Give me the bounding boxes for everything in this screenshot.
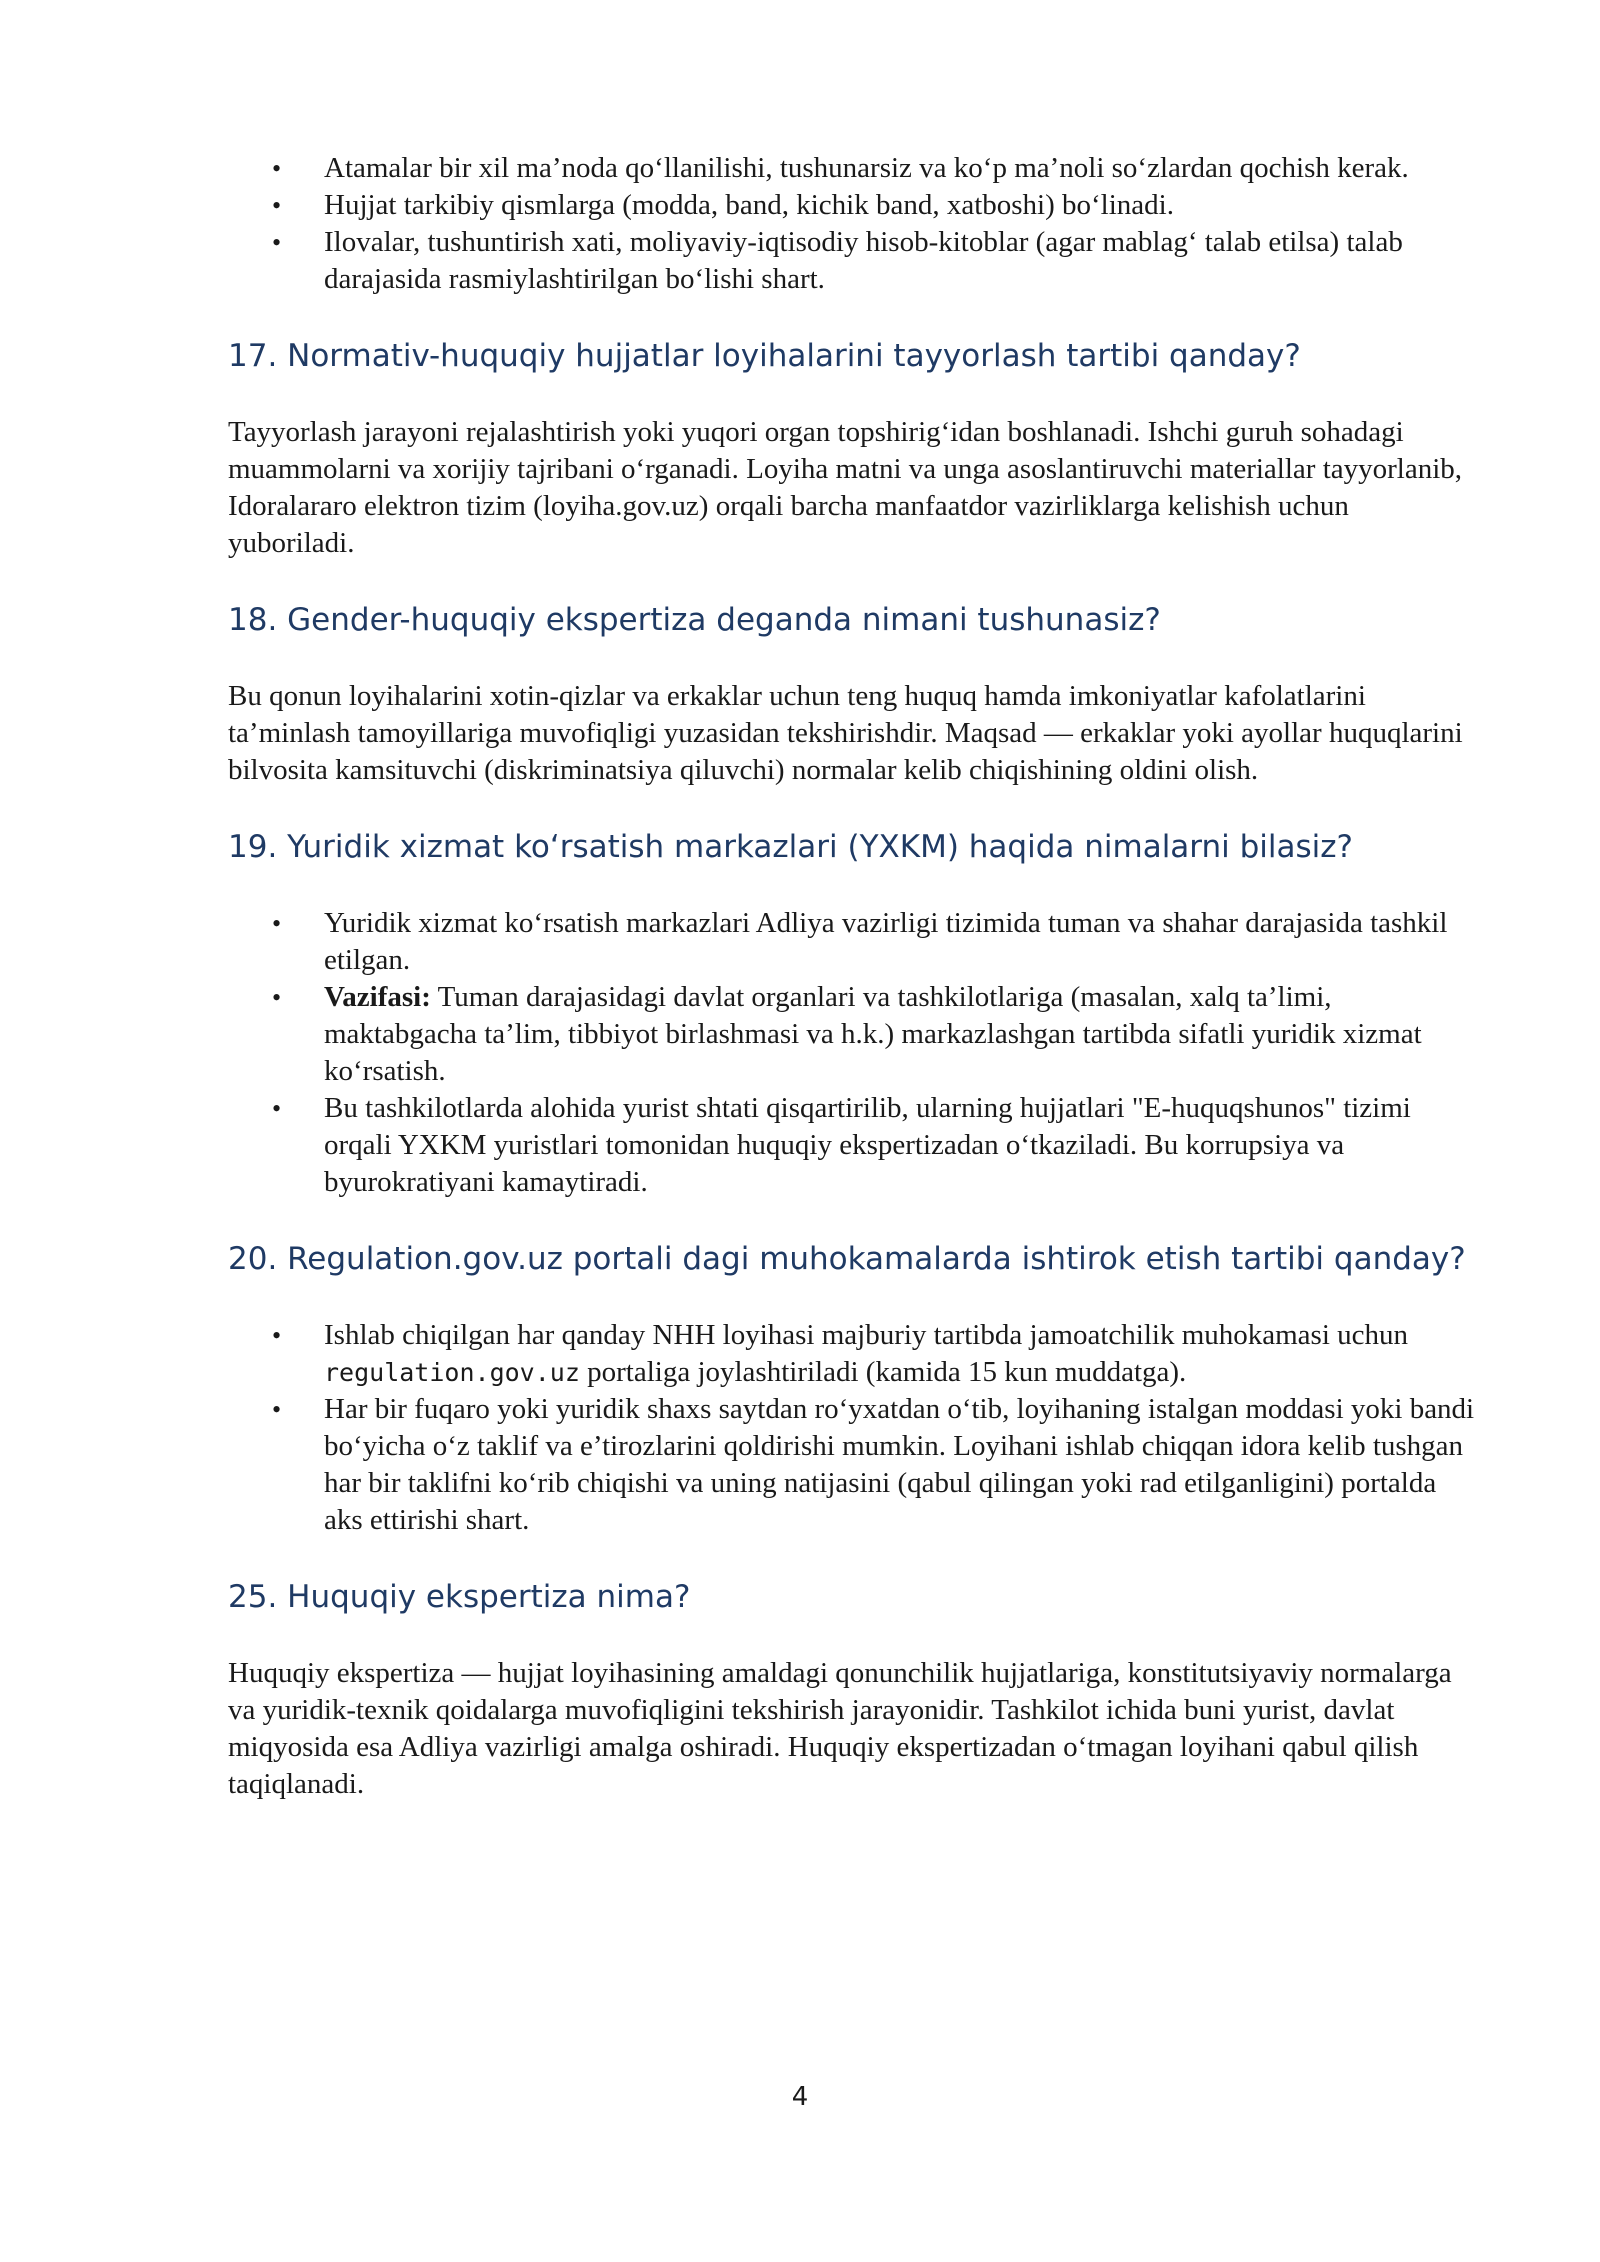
requirements-list	[228, 150, 1478, 298]
page-number: 4	[791, 2082, 809, 2112]
list-item-text: Tuman darajasidagi davlat organlari va tashkilotlariga (masalan, xalq ta’limi, maktabgacha ta’lim, tibbiyot birlashmasi va h.k.) markazlashgan tartibda sifatli yuridik xizmat ko‘rsatish.	[324, 981, 1422, 1087]
yxkm-list	[228, 905, 1478, 1201]
page-content	[228, 150, 1478, 1803]
list-item	[228, 1317, 1478, 1391]
inline-code-url: regulation.gov.uz	[324, 1358, 580, 1387]
list-item: • Ilovalar, tushuntirish xati, moliyaviy-iqtisodiy hisob-kitoblar (agar mablag‘ talab etilsa) talab darajasida rasmiylashtirilgan bo‘lishi shart.	[228, 224, 1478, 298]
list-item-text: portaliga joylashtiriladi (kamida 15 kun muddatga).	[579, 1356, 1187, 1388]
list-item: • Har bir fuqaro yoki yuridik shaxs saytdan ro‘yxatdan o‘tib, loyihaning istalgan moddasi yoki bandi bo‘yicha o‘z taklif va e’tirozlarini qoldirishi mumkin. Loyihani ishlab chiqqan idora kelib tushgan har bir taklifni ko‘rib chiqishi va uning natijasini (qabul qilingan yoki rad etilganligini) portalda aks ettirishi shart.	[228, 1391, 1478, 1539]
section-body-18: Bu qonun loyihalarini xotin-qizlar va erkaklar uchun teng huquq hamda imkoniyatlar kafolatlarini ta’minlash tamoyillariga muvofiqligi yuzasidan tekshirishdir. Maqsad — erkaklar yoki ayollar huquqlarini bilvosita kamsituvchi (diskriminatsiya qiluvchi) normalar kelib chiqishining oldini olish.	[228, 680, 1463, 786]
list-item: • Yuridik xizmat ko‘rsatish markazlari Adliya vazirligi tizimida tuman va shahar darajasida tashkil etilgan.	[228, 905, 1478, 979]
section-heading-18: 18. Gender-huquqiy ekspertiza deganda nimani tushunasiz?	[228, 602, 1161, 638]
section-heading-20: 20. Regulation.gov.uz portali dagi muhokamalarda ishtirok etish tartibi qanday?	[228, 1241, 1466, 1277]
list-item: • Bu tashkilotlarda alohida yurist shtati qisqartirilib, ularning hujjatlari "E-huquqshunos" tizimi orqali YXKM yuristlari tomonidan huquqiy ekspertizadan o‘tkaziladi. Bu korrupsiya va byurokratiyani kamaytiradi.	[228, 1090, 1478, 1201]
list-item: • Atamalar bir xil ma’noda qo‘llanilishi, tushunarsiz va ko‘p ma’noli so‘zlardan qochish kerak.	[228, 150, 1478, 187]
regulation-list	[228, 1317, 1478, 1539]
section-heading-19: 19. Yuridik xizmat ko‘rsatish markazlari (YXKM) haqida nimalarni bilasiz?	[228, 829, 1354, 865]
section-body-25: Huquqiy ekspertiza — hujjat loyihasining amaldagi qonunchilik hujjatlariga, konstitutsiyaviy normalarga va yuridik-texnik qoidalarga muvofiqligini tekshirish jarayonidir. Tashkilot ichida buni yurist, davlat miqyosida esa Adliya vazirligi amalga oshiradi. Huquqiy ekspertizadan o‘tmagan loyihani qabul qilish taqiqlanadi.	[228, 1657, 1452, 1800]
section-heading-25: 25. Huquqiy ekspertiza nima?	[228, 1579, 691, 1615]
section-heading-17: 17. Normativ-huquqiy hujjatlar loyihalarini tayyorlash tartibi qanday?	[228, 338, 1301, 374]
list-item	[228, 979, 1478, 1090]
list-item: • Hujjat tarkibiy qismlarga (modda, band, kichik band, xatboshi) bo‘linadi.	[228, 187, 1478, 224]
bold-label: Vazifasi:	[324, 981, 431, 1013]
list-item-text: Ishlab chiqilgan har qanday NHH loyihasi majburiy tartibda jamoatchilik muhokamasi uchun	[324, 1319, 1409, 1351]
section-body-17: Tayyorlash jarayoni rejalashtirish yoki yuqori organ topshirig‘idan boshlanadi. Ishchi guruh sohadagi muammolarni va xorijiy tajribani o‘rganadi. Loyiha matni va unga asoslantiruvchi materiallar tayyorlanib, Idoralararo elektron tizim (loyiha.gov.uz) orqali barcha manfaatdor vazirliklarga kelishish uchun yuboriladi.	[228, 416, 1463, 559]
